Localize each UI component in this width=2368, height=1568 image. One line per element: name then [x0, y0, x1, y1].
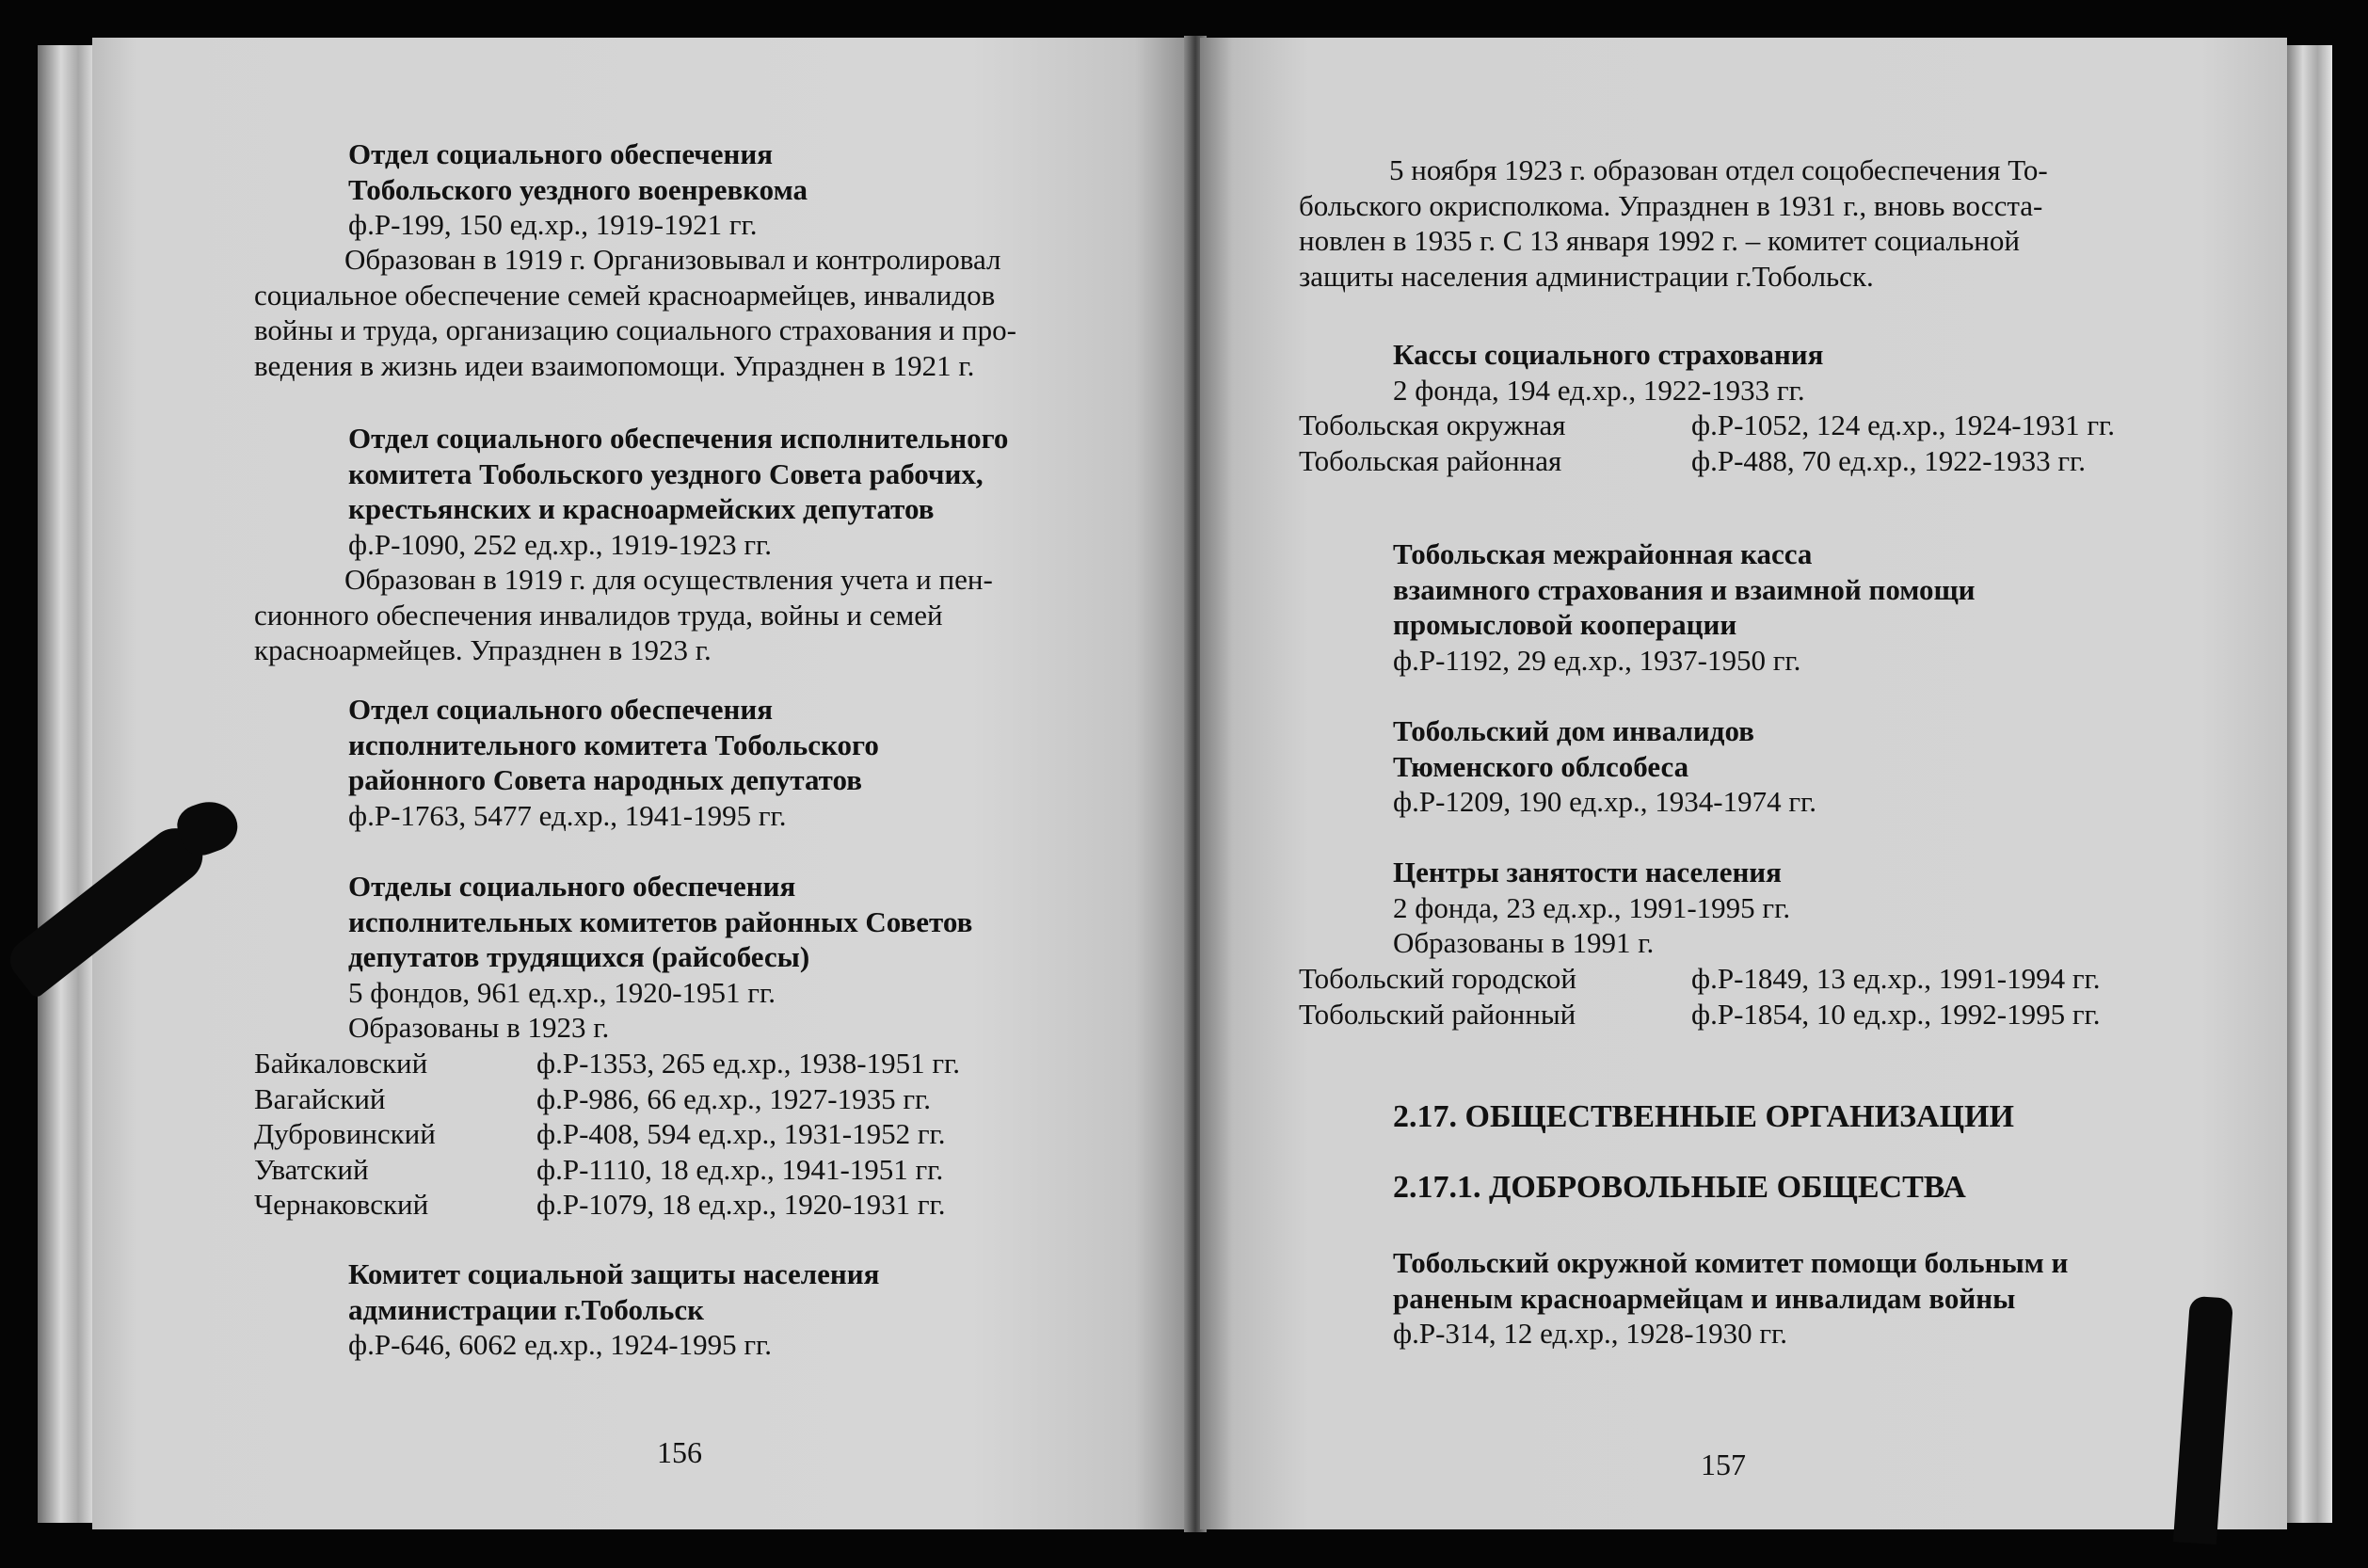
entry-title-line: взаимного страхования и взаимной помощи [1393, 572, 1976, 606]
entry-description [254, 242, 1190, 383]
entry-home-for-disabled [1393, 713, 2240, 820]
page-number: 157 [1701, 1448, 1746, 1481]
entry-title-line: крестьянских и красноармейских депутатов [348, 492, 935, 525]
entry-social-security-uyezd-soviet [348, 421, 1190, 562]
fund-info: ф.Р-1052, 124 ед.хр., 1924-1931 гг. [1691, 408, 2116, 441]
entry-insurance-funds [1393, 337, 2240, 408]
entry-aid-committee [1393, 1245, 2268, 1352]
entry-raisobesy [348, 869, 1190, 1046]
description-line: красноармейцев. Упразднен в 1923 г. [254, 633, 712, 666]
description-line: войны и труда, организацию социального страхования и про- [254, 313, 1016, 346]
subsection-heading: 2.17.1. ДОБРОВОЛЬНЫЕ ОБЩЕСТВА [1393, 1170, 1966, 1205]
fund-info: ф.Р-1110, 18 ед.хр., 1941-1951 гг. [536, 1152, 944, 1186]
fund-holder-name: Тобольская районная [1299, 443, 1562, 477]
entry-title-line: Отдел социального обеспечения [348, 693, 774, 726]
fund-info: ф.Р-1353, 265 ед.хр., 1938-1951 гг. [536, 1047, 961, 1080]
raion-name: Дубровинский [254, 1117, 436, 1150]
description-line: новлен в 1935 г. С 13 января 1992 г. – комитет социальной [1299, 224, 2020, 257]
fund-info: ф.Р-986, 66 ед.хр., 1927-1935 гг. [536, 1081, 932, 1115]
list-item [1299, 961, 2259, 997]
raion-name: Чернаковский [254, 1188, 429, 1221]
description-line: социальное обеспечение семей красноармейцев, инвалидов [254, 278, 996, 312]
left-page-edges [38, 45, 96, 1523]
intro-paragraph [1299, 152, 2256, 294]
section-heading: 2.17. ОБЩЕСТВЕННЫЕ ОРГАНИЗАЦИИ [1393, 1099, 2014, 1134]
entry-title-line: исполнительных комитетов районных Советов [348, 904, 973, 938]
entry-fund-info: 5 фондов, 961 ед.хр., 1920-1951 гг. [348, 975, 776, 1009]
center-name: Тобольский городской [1299, 962, 1576, 995]
description-line: 5 ноября 1923 г. образован отдел соцобеспечения То- [1389, 153, 2048, 186]
entry-title-line: Тобольский дом инвалидов [1393, 714, 1754, 747]
entry-fund-info: ф.Р-1192, 29 ед.хр., 1937-1950 гг. [1393, 643, 1801, 677]
description-line: Образован в 1919 г. Организовывал и контролировал [344, 243, 1001, 276]
entry-note: Образованы в 1991 г. [1393, 926, 1655, 959]
list-item [254, 1187, 1190, 1223]
description-line: сионного обеспечения инвалидов труда, войны и семей [254, 598, 943, 632]
entry-title-line: Отдел социального обеспечения исполнительного [348, 422, 1009, 455]
list-item [1299, 443, 2259, 479]
fund-list [254, 1046, 1190, 1223]
list-item [254, 1046, 1190, 1081]
raion-name: Байкаловский [254, 1047, 428, 1080]
fund-info: ф.Р-1849, 13 ед.хр., 1991-1994 гг. [1691, 962, 2101, 995]
entry-social-security-raion-soviet [348, 692, 1190, 833]
entry-title-line: Кассы социального страхования [1393, 338, 1824, 371]
entry-title-line: Тюменского облсобеса [1393, 749, 1689, 783]
raion-name: Вагайский [254, 1081, 386, 1115]
entry-title-line: Отдел социального обеспечения [348, 137, 774, 170]
entry-fund-info: ф.Р-199, 150 ед.хр., 1919-1921 гг. [348, 208, 758, 241]
entry-fund-info: ф.Р-1090, 252 ед.хр., 1919-1923 гг. [348, 527, 773, 561]
fund-info: ф.Р-1079, 18 ед.хр., 1920-1931 гг. [536, 1188, 946, 1221]
list-item [1299, 997, 2259, 1032]
entry-fund-info: 2 фонда, 194 ед.хр., 1922-1933 гг. [1393, 373, 1805, 407]
entry-social-protection-committee [348, 1256, 1190, 1363]
fund-info: ф.Р-1854, 10 ед.хр., 1992-1995 гг. [1691, 997, 2101, 1031]
entry-title-line: администрации г.Тобольск [348, 1292, 705, 1326]
description-line: Образован в 1919 г. для осуществления учета и пен- [344, 563, 993, 596]
entry-title-line: Тобольского уездного военревкома [348, 172, 808, 206]
entry-title-line: Комитет социальной защиты населения [348, 1257, 880, 1290]
list-item [254, 1152, 1190, 1188]
list-item [254, 1081, 1190, 1117]
list-item [1299, 408, 2259, 443]
entry-fund-info: ф.Р-646, 6062 ед.хр., 1924-1995 гг. [348, 1328, 773, 1361]
entry-fund-info: ф.Р-314, 12 ед.хр., 1928-1930 гг. [1393, 1317, 1788, 1350]
left-page [92, 38, 1190, 1529]
entry-title-line: исполнительного комитета Тобольского [348, 728, 879, 761]
fund-info: ф.Р-408, 594 ед.хр., 1931-1952 гг. [536, 1117, 946, 1150]
right-page [1200, 38, 2287, 1529]
entry-title-line: депутатов трудящихся (райсобесы) [348, 940, 810, 973]
entry-title-line: Тобольская межрайонная касса [1393, 537, 1813, 570]
entry-title-line: раненым красноармейцам и инвалидам войны [1393, 1281, 2016, 1315]
description-line: больского окрисполкома. Упразднен в 1931 г., вновь восста- [1299, 188, 2043, 222]
entry-social-security-uyezd-revcom [348, 136, 1190, 243]
fund-list [1299, 961, 2259, 1032]
entry-title-line: Тобольский окружной комитет помощи больным и [1393, 1246, 2069, 1279]
entry-employment-centers [1393, 855, 2240, 961]
entry-description [254, 562, 1190, 668]
right-page-edges [2283, 45, 2332, 1523]
raion-name: Уватский [254, 1152, 369, 1186]
description-line: ведения в жизнь идеи взаимопомощи. Упразднен в 1921 г. [254, 348, 975, 382]
center-name: Тобольский районный [1299, 997, 1576, 1031]
entry-fund-info: ф.Р-1209, 190 ед.хр., 1934-1974 гг. [1393, 785, 1817, 818]
page-number: 156 [657, 1435, 702, 1469]
entry-note: Образованы в 1923 г. [348, 1011, 610, 1044]
entry-title-line: промысловой кооперации [1393, 608, 1737, 641]
fund-holder-name: Тобольская окружная [1299, 408, 1566, 441]
entry-fund-info: 2 фонда, 23 ед.хр., 1991-1995 гг. [1393, 890, 1791, 924]
fund-info: ф.Р-488, 70 ед.хр., 1922-1933 гг. [1691, 443, 2087, 477]
entry-title-line: комитета Тобольского уездного Совета рабочих, [348, 456, 984, 490]
entry-title-line: районного Совета народных депутатов [348, 763, 862, 796]
entry-mutual-insurance-cashbox [1393, 536, 2240, 678]
entry-title-line: Центры занятости населения [1393, 856, 1782, 888]
list-item [254, 1116, 1190, 1152]
fund-list [1299, 408, 2259, 478]
description-line: защиты населения администрации г.Тобольск. [1299, 259, 1874, 293]
entry-title-line: Отделы социального обеспечения [348, 870, 796, 903]
entry-fund-info: ф.Р-1763, 5477 ед.хр., 1941-1995 гг. [348, 798, 787, 832]
